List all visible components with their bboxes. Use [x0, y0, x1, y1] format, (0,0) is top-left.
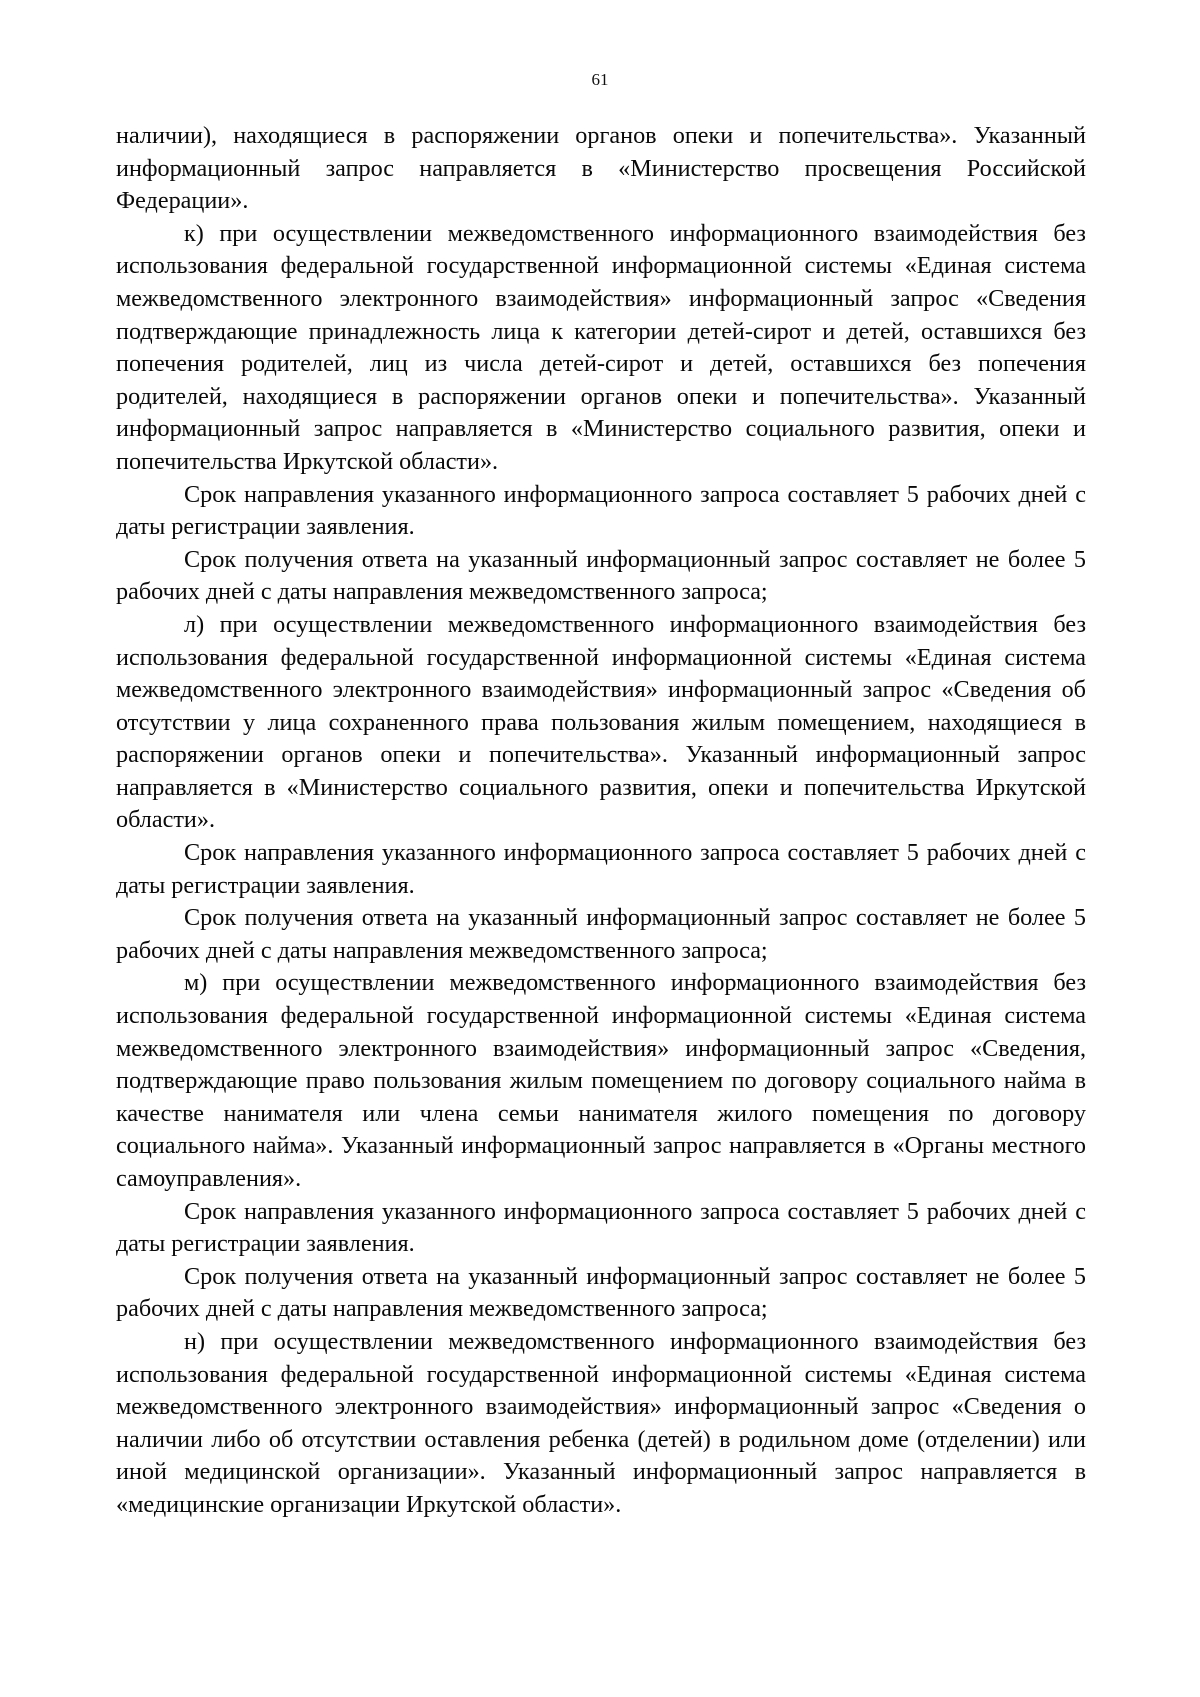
paragraph-continuation: наличии), находящиеся в распоряжении органов опеки и попечительства». Указанный информационный запрос направляется в «Министерство просвещения Российской Федерации».: [116, 122, 1086, 215]
paragraph-item-l: л) при осуществлении межведомственного информационного взаимодействия без использования федеральной государственной информационной системы «Единая система межведомственного электронного взаимодействия» информационный запрос «Сведения об отсутствии у лица сохраненного права пользования жилым помещением, находящиеся в распоряжении органов опеки и попечительства». Указанный информационный запрос направляется в «Министерство социального развития, опеки и попечительства Иркутской области».: [116, 610, 1086, 834]
paragraph-item-k: к) при осуществлении межведомственного информационного взаимодействия без использования федеральной государственной информационной системы «Единая система межведомственного электронного взаимодействия» информационный запрос «Сведения подтверждающие принадлежность лица к категории детей-сирот и детей, оставшихся без попечения родителей, лиц из числа детей-сирот и детей, оставшихся без попечения родителей, находящиеся в распоряжении органов опеки и попечительства». Указанный информационный запрос направляется в «Министерство социального развития, опеки и попечительства Иркутской области».: [116, 219, 1086, 475]
page-number: 61: [591, 70, 609, 89]
document-body: [116, 120, 1086, 1522]
paragraph-deadline-send: Срок направления указанного информационного запроса составляет 5 рабочих дней с даты регистрации заявления.: [116, 1197, 1086, 1258]
paragraph-item-n: н) при осуществлении межведомственного информационного взаимодействия без использования федеральной государственной информационной системы «Единая система межведомственного электронного взаимодействия» информационный запрос «Сведения о наличии либо об отсутствии оставления ребенка (детей) в родильном доме (отделении) или иной медицинской организации». Указанный информационный запрос направляется в «медицинские организации Иркутской области».: [116, 1327, 1086, 1518]
paragraph-deadline-response: Срок получения ответа на указанный информационный запрос составляет не более 5 рабочих дней с даты направления межведомственного запроса;: [116, 1262, 1086, 1323]
paragraph-deadline-send: Срок направления указанного информационного запроса составляет 5 рабочих дней с даты регистрации заявления.: [116, 480, 1086, 541]
paragraph-item-m: м) при осуществлении межведомственного информационного взаимодействия без использования федеральной государственной информационной системы «Единая система межведомственного электронного взаимодействия» информационный запрос «Сведения, подтверждающие право пользования жилым помещением по договору социального найма в качестве нанимателя или члена семьи нанимателя жилого помещения по договору социального найма». Указанный информационный запрос направляется в «Органы местного самоуправления».: [116, 969, 1086, 1192]
paragraph-deadline-send: Срок направления указанного информационного запроса составляет 5 рабочих дней с даты регистрации заявления.: [116, 839, 1086, 899]
paragraph-deadline-response: Срок получения ответа на указанный информационный запрос составляет не более 5 рабочих дней с даты направления межведомственного запроса;: [116, 904, 1086, 964]
paragraph-deadline-response: Срок получения ответа на указанный информационный запрос составляет не более 5 рабочих дней с даты направления межведомственного запроса;: [116, 545, 1086, 606]
